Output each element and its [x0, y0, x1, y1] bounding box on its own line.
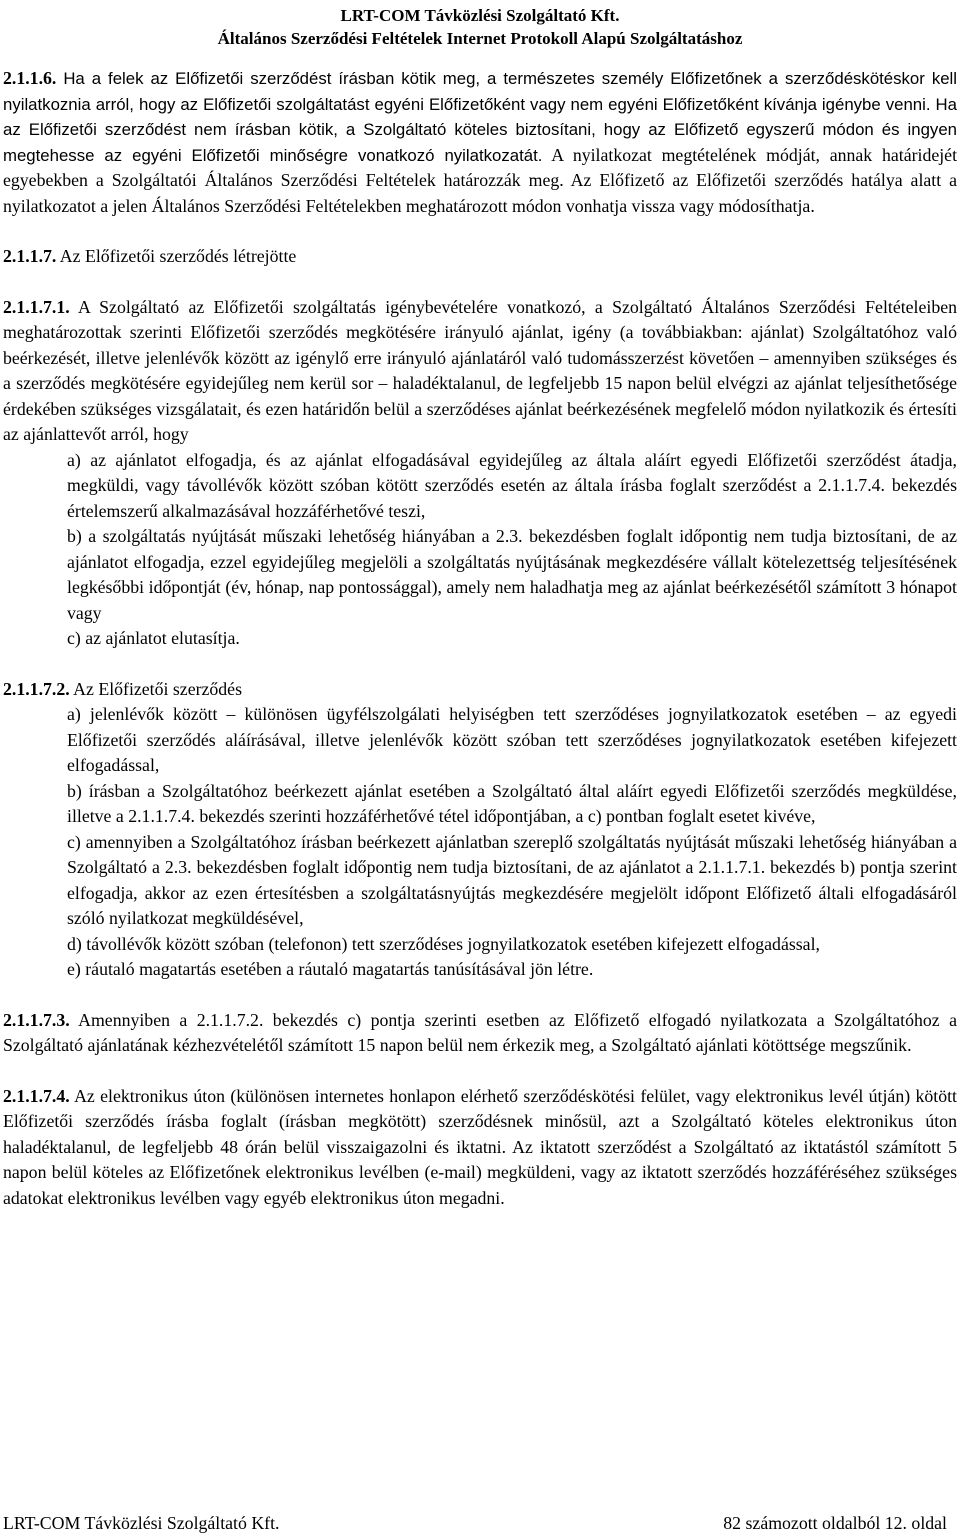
- section-number: 2.1.1.7.3.: [3, 1009, 70, 1030]
- section-number: 2.1.1.7.1.: [3, 296, 70, 317]
- section-2-1-1-7-4: [3, 1084, 957, 1212]
- section-number: 2.1.1.6.: [3, 68, 57, 88]
- header-document-title: Általános Szerződési Feltételek Internet Protokoll Alapú Szolgáltatáshoz: [217, 29, 743, 48]
- section-text-part: Ha az Előfizetői szerződést nem írásban kötik, a Szolgáltató köteles biztosítani, hogy az Előfizető egyszerű módon és ingyen megtehesse az egyéni Előfizetői minőségre vonatkozó nyilatkozatát.: [3, 94, 957, 165]
- section-title: Az Előfizetői szerződés: [69, 678, 242, 699]
- section-2-1-1-7-heading: [3, 244, 957, 270]
- page-header: [3, 0, 957, 50]
- section-number: 2.1.1.7.4.: [3, 1085, 70, 1106]
- section-2-1-1-6: [3, 66, 957, 219]
- list-item: d) távollévők között szóban (telefonon) tett szerződéses jognyilatkozatok esetében kifejezett elfogadással,: [67, 933, 820, 954]
- header-company: LRT-COM Távközlési Szolgáltató Kft.: [340, 6, 620, 25]
- list-item: a) az ajánlatot elfogadja, és az ajánlat elfogadásával egyidejűleg az általa aláírt egyedi Előfizetői szerződést átadja, megküldi, vagy távollévők között szóban kötött szerződés esetén az általa írásba foglalt szerződést a 2.1.1.7.4. bekezdés értelemszerű alkalmazásával hozzáférhetővé teszi,: [67, 449, 957, 521]
- section-number: 2.1.1.7.2.: [3, 678, 70, 699]
- list-item: c) az ajánlatot elutasítja.: [67, 628, 240, 648]
- footer-company: LRT-COM Távközlési Szolgáltató Kft.: [3, 1513, 280, 1533]
- list-item: b) írásban a Szolgáltatóhoz beérkezett ajánlat esetében a Szolgáltató által aláírt egyedi Előfizetői szerződés megküldése, illetve a 2.1.1.7.4. bekezdés szerinti hozzáférhetővé tétel időpontjában, a c) pontban foglalt esetet kivéve,: [67, 780, 957, 826]
- section-title: Az Előfizetői szerződés létrejötte: [56, 246, 297, 266]
- section-number: 2.1.1.7.: [3, 246, 57, 266]
- section-2-1-1-7-1: [3, 295, 957, 448]
- section-text: Az elektronikus úton (különösen internetes honlapon elérhető szerződéskötési felület, vagy elektronikus levél útján) kötött Előfizetői szerződés írásba foglalt (írásban megkötött) szerződésnek minősül, azt a Szolgáltató köteles elektronikus úton haladéktalanul, de legfeljebb 48 órán belül visszaigazolni és iktatni. Az iktatott szerződést a Szolgáltató az iktatástól számított 5 napon belül köteles az Előfizetőnek elektronikus levélben (e-mail) megküldeni, vagy az iktatott szerződés hozzáféréséhez szükséges adatokat elektronikus levélben vagy egyéb elektronikus úton megadni.: [3, 1085, 957, 1208]
- document-page: [3, 0, 957, 1537]
- section-2-1-1-7-3: [3, 1008, 957, 1059]
- list-item: c) amennyiben a Szolgáltatóhoz írásban beérkezett ajánlatban szereplő szolgáltatás nyújtását műszaki lehetőség hiányában a Szolgáltató a 2.3. bekezdésben foglalt időpontig nem tudja biztosítani, de az ajánlatot a 2.1.1.7.1. bekezdés b) pontja szerint elfogadja, akkor az ezen értesítésben a szolgáltatásnyújtás megkezdésére megjelölt időpont Előfizető általi elfogadásáról szóló nyilatkozat megküldésével,: [67, 831, 957, 928]
- list-item: b) a szolgáltatás nyújtását műszaki lehetőség hiányában a 2.3. bekezdésben foglalt időpontig nem tudja biztosítani, de az ajánlatot elfogadja, ezzel egyidejűleg megjelöli a szolgáltatás nyújtásának megkezdésére vállalt kötelezettség teljesítésének legkésőbbi időpontját (év, hónap, nap pontossággal), amely nem haladhatja meg az ajánlat beérkezésétől számított 3 hónapot vagy: [67, 526, 957, 623]
- section-text-part: Ha a felek az Előfizetői szerződést írásban kötik meg, a természetes személy Előfizetőnek a szerződéskötéskor kell nyilatkoznia arról, hogy az Előfizetői szolgáltatást egyéni Előfizetőként vagy nem egyéni Előfizetőként kívánja igénybe venni.: [3, 69, 957, 114]
- list-item: a) jelenlévők között – különösen ügyfélszolgálati helyiségben tett szerződéses jognyilatkozatok esetében – az egyedi Előfizetői szerződés aláírásával, illetve jelenlévők között szóban tett szerződéses jognyilatkozatok esetében kifejezett elfogadással,: [67, 704, 957, 775]
- section-text: A Szolgáltató az Előfizetői szolgáltatás igénybevételére vonatkozó, a Szolgáltató Általános Szerződési Feltételeiben meghatározottak szerinti Előfizetői szerződés megkötésére irányuló ajánlat, igény (a továbbiakban: ajánlat) Szolgáltatóhoz való beérkezését, illetve jelenlévők között az igénylő erre irányuló ajánlatáról való tudomásszerzést követően – amennyiben szükséges és a szerződés megkötésére egyidejűleg nem kerül sor – haladéktalanul, de legfeljebb 15 napon belül elvégzi az ajánlat teljesíthetősége érdekében szükséges vizsgálatait, és ezen határidőn belül a szerződéses ajánlat beérkezésének megfelelő módon nyilatkozik és értesíti az ajánlattevőt arról, hogy: [3, 296, 957, 444]
- footer-page-number: 82 számozott oldalból 12. oldal: [723, 1513, 947, 1533]
- section-text-part: A nyilatkozat megtételének módját, annak határidejét egyebekben a Szolgáltatói Általános Szerződési Feltételek határozzák meg. Az Előfizető az Előfizetői szerződés hatálya alatt a nyilatkozatot a jelen Általános Szerződési Feltételekben meghatározott módon vonhatja vissza vagy módosíthatja.: [3, 144, 958, 216]
- section-2-1-1-7-2-heading: [3, 677, 957, 703]
- section-text: Amennyiben a 2.1.1.7.2. bekezdés c) pontja szerinti esetben az Előfizető elfogadó nyilatkozata a Szolgáltatóhoz a Szolgáltató ajánlatának kézhezvételétől számított 15 napon belül nem érkezik meg, a Szolgáltató ajánlati kötöttsége megszűnik.: [3, 1009, 957, 1055]
- page-footer: [3, 1512, 947, 1534]
- list-item: e) ráutaló magatartás esetében a ráutaló magatartás tanúsításával jön létre.: [67, 959, 594, 979]
- document-body: [3, 66, 957, 1211]
